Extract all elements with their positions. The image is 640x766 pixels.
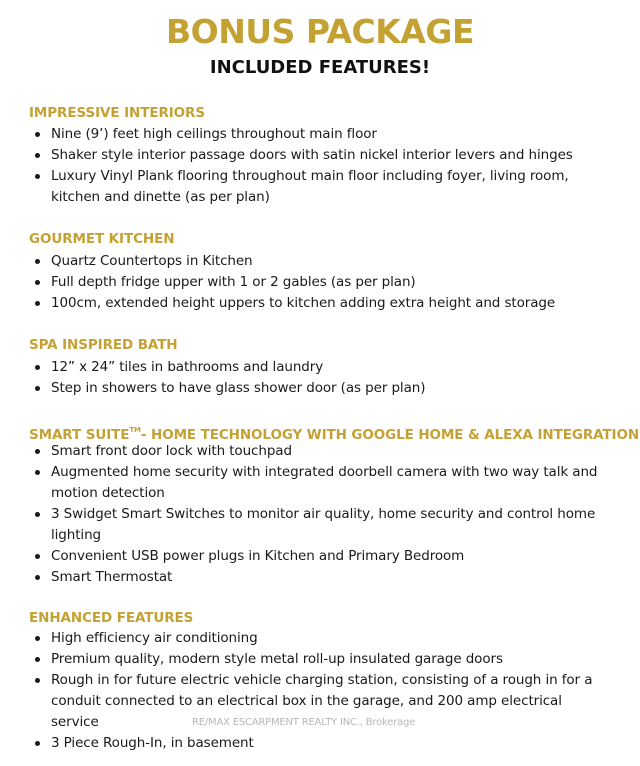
list-item-text: Quartz Countertops in Kitchen bbox=[51, 253, 253, 269]
bullet-icon bbox=[35, 280, 40, 285]
list-item-text: Step in showers to have glass shower door (as per plan) bbox=[51, 380, 426, 396]
list-spa-inspired-bath bbox=[29, 357, 609, 399]
bullet-icon bbox=[35, 301, 40, 306]
list-item bbox=[29, 649, 609, 670]
section-heading-spa-inspired-bath: SPA INSPIRED BATH bbox=[29, 337, 178, 353]
bullet-icon bbox=[35, 259, 40, 264]
list-item-text: Convenient USB power plugs in Kitchen and Primary Bedroom bbox=[51, 548, 465, 564]
section-heading-gourmet-kitchen: GOURMET KITCHEN bbox=[29, 231, 175, 247]
bullet-icon bbox=[35, 741, 40, 746]
list-item-text: Augmented home security with integrated doorbell camera with two way talk and motion detection bbox=[51, 464, 598, 501]
list-item bbox=[29, 567, 609, 588]
bullet-icon bbox=[35, 174, 40, 179]
list-item-text: High efficiency air conditioning bbox=[51, 630, 258, 646]
list-item bbox=[29, 546, 609, 567]
list-item bbox=[29, 504, 609, 546]
list-item-text: 3 Piece Rough-In, in basement bbox=[51, 735, 254, 751]
list-item bbox=[29, 166, 581, 208]
section-heading-enhanced-features: ENHANCED FEATURES bbox=[29, 610, 194, 626]
list-item-text: Premium quality, modern style metal roll-up insulated garage doors bbox=[51, 651, 503, 667]
list-item-text: Nine (9’) feet high ceilings throughout main floor bbox=[51, 126, 377, 142]
list-item-text: Smart Thermostat bbox=[51, 569, 173, 585]
list-item-text: Smart front door lock with touchpad bbox=[51, 443, 292, 459]
bullet-icon bbox=[35, 575, 40, 580]
page-subtitle: INCLUDED FEATURES! bbox=[209, 57, 431, 78]
list-item bbox=[29, 628, 609, 649]
list-item-text: Shaker style interior passage doors with satin nickel interior levers and hinges bbox=[51, 147, 573, 163]
bullet-icon bbox=[35, 678, 40, 683]
list-enhanced-features bbox=[29, 628, 609, 754]
list-item-text: 12” x 24” tiles in bathrooms and laundry bbox=[51, 359, 324, 375]
bullet-icon bbox=[35, 153, 40, 158]
bullet-icon bbox=[35, 449, 40, 454]
bullet-icon bbox=[35, 365, 40, 370]
list-item bbox=[29, 441, 609, 462]
list-item bbox=[29, 357, 609, 378]
list-item bbox=[29, 462, 601, 504]
page-title: BONUS PACKAGE bbox=[165, 12, 475, 51]
list-item bbox=[29, 733, 609, 754]
heading-text: SMART SUITE bbox=[29, 427, 130, 443]
section-heading-impressive-interiors: IMPRESSIVE INTERIORS bbox=[29, 105, 205, 121]
list-item-text: 3 Swidget Smart Switches to monitor air quality, home security and control home lighting bbox=[51, 506, 596, 543]
trademark-mark: TM bbox=[129, 426, 141, 434]
bullet-icon bbox=[35, 132, 40, 137]
bullet-icon bbox=[35, 636, 40, 641]
bullet-icon bbox=[35, 554, 40, 559]
brokerage-watermark: RE/MAX ESCARPMENT REALTY INC., Brokerage bbox=[192, 717, 416, 728]
list-item bbox=[29, 251, 609, 272]
list-item bbox=[29, 145, 609, 166]
list-item-text: 100cm, extended height uppers to kitchen adding extra height and storage bbox=[51, 295, 556, 311]
list-impressive-interiors bbox=[29, 124, 609, 208]
list-item-text: Rough in for future electric vehicle charging station, consisting of a rough in for a conduit connected to an electrical box in the garage, and 200 amp electrical service bbox=[51, 672, 593, 730]
bullet-icon bbox=[35, 386, 40, 391]
bullet-icon bbox=[35, 470, 40, 475]
list-item bbox=[29, 378, 609, 399]
bullet-icon bbox=[35, 657, 40, 662]
list-item-text: Luxury Vinyl Plank flooring throughout main floor including foyer, living room, kitchen and dinette (as per plan) bbox=[51, 168, 569, 205]
list-item bbox=[29, 293, 609, 314]
list-gourmet-kitchen bbox=[29, 251, 609, 314]
list-item bbox=[29, 124, 609, 145]
list-item bbox=[29, 272, 609, 293]
list-smart-suite bbox=[29, 441, 609, 588]
list-item-text: Full depth fridge upper with 1 or 2 gables (as per plan) bbox=[51, 274, 416, 290]
heading-text: - HOME TECHNOLOGY WITH GOOGLE HOME & ALEXA INTEGRATION bbox=[140, 427, 640, 443]
bullet-icon bbox=[35, 512, 40, 517]
